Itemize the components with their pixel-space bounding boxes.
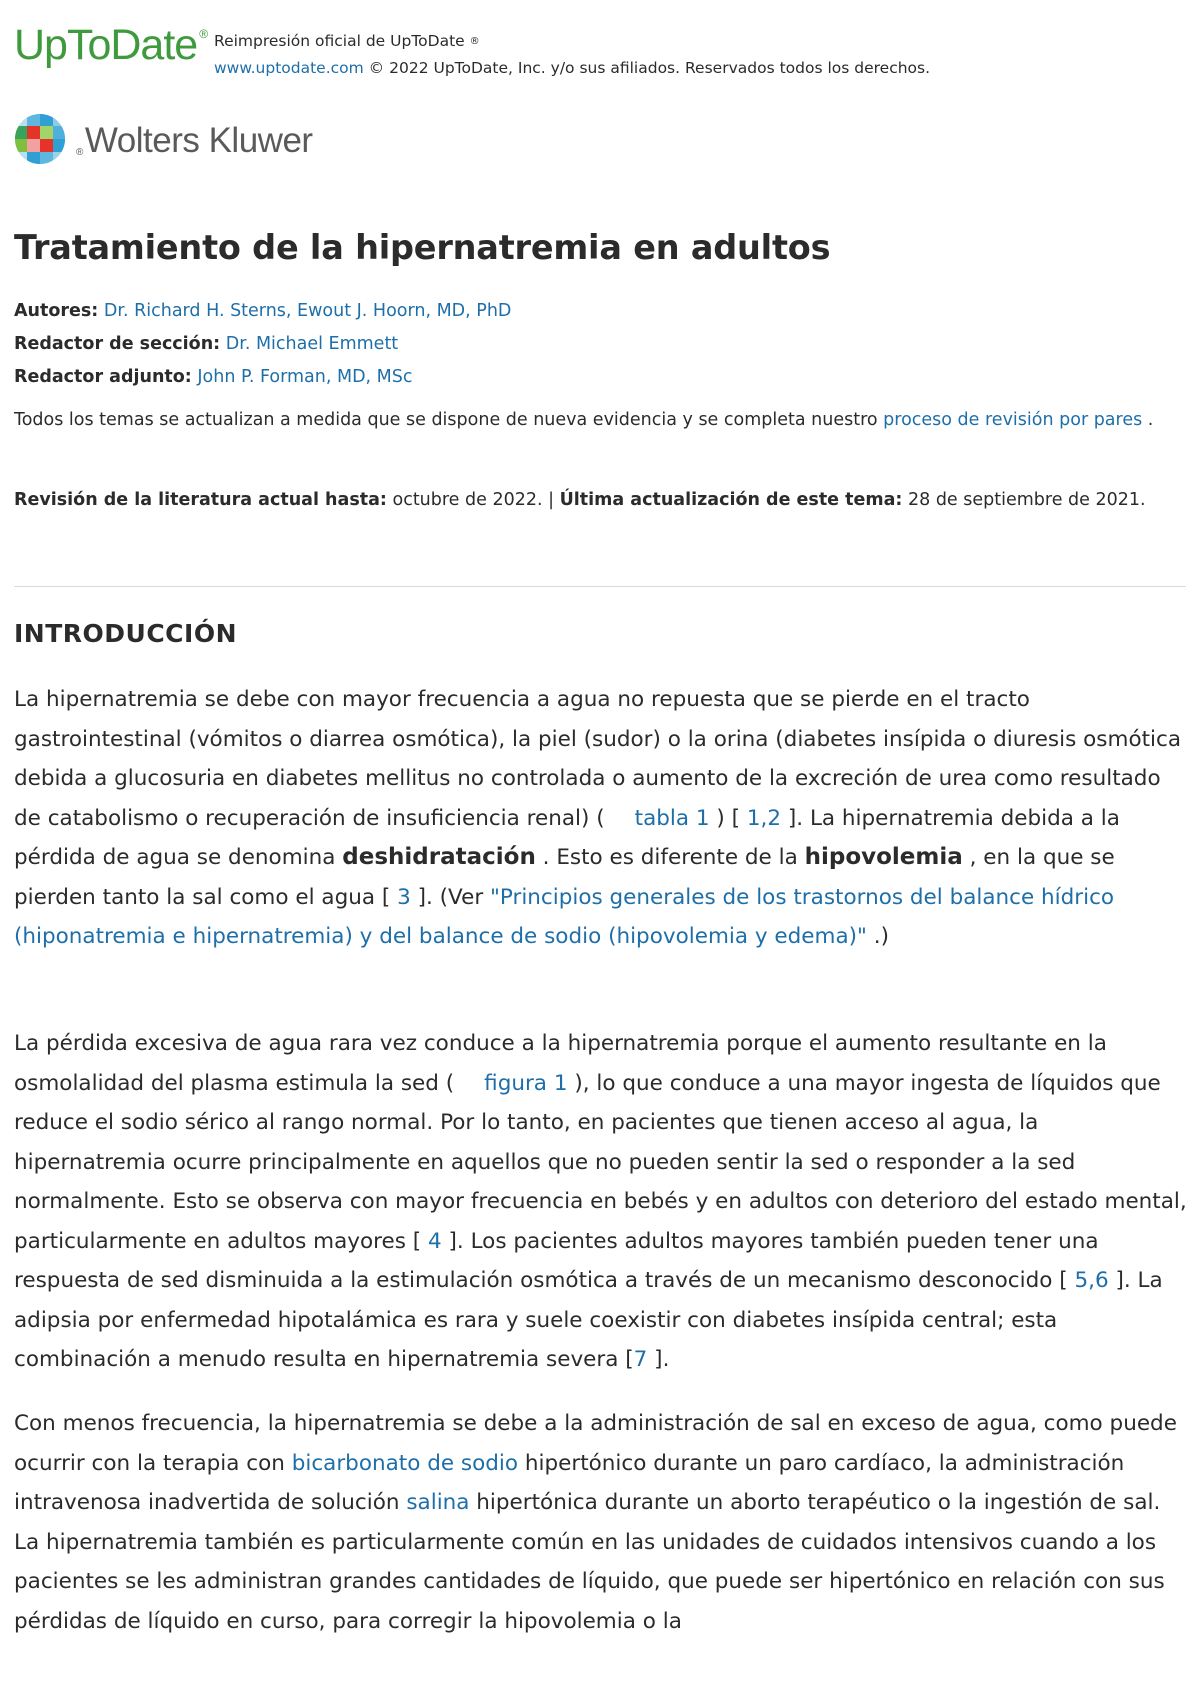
reprint-notice [214, 28, 930, 82]
wolters-kluwer-reg: ® [76, 147, 83, 158]
p1-text-2: ) [ [709, 805, 747, 831]
saline-link[interactable]: salina [406, 1490, 470, 1515]
uptodate-site-link[interactable]: www.uptodate.com [214, 59, 364, 77]
section-divider [14, 586, 1186, 587]
section-editor-link[interactable]: Dr. Michael Emmett [225, 334, 399, 354]
p1-text-1: La hipernatremia se debe con mayor frecuencia a agua no repuesta que se pierde en el tracto gastrointestinal (vómitos o diarrea osmótica), la piel (sudor) o la orina (diabetes insípida o diuresis osmótica debida a glucosuria en diabetes mellitus no controlada o aumento de la excreción de urea como resultado de catabolismo o recuperación de insuficiencia renal) ( [14, 687, 1181, 831]
wolters-kluwer-name: Wolters Kluwer [84, 121, 313, 160]
p1-text-5: , en la que se pierden tanto la sal como el agua [ [14, 845, 1115, 910]
p3-text-3: hipertónica durante un aborto terapéutico o la ingestión de sal. La hipernatremia también es particularmente común en las unidades de cuidados intensivos cuando a los pacientes se les administran grandes cantidades de líquido, que puede ser hipertónico en relación con sus pérdidas de líquido en curso, para corregir la hipovolemia o la [14, 1490, 1165, 1634]
p2-text-1: La pérdida excesiva de agua rara vez conduce a la hipernatremia porque el aumento resultante en la osmolalidad del plasma estimula la sed ( [14, 1031, 1107, 1096]
intro-paragraph-3 [14, 1404, 1192, 1641]
p2-text-3: ]. Los pacientes adultos mayores también pueden tener una respuesta de sed disminuida a la estimulación osmótica a través de un mecanismo desconocido [ [14, 1228, 1099, 1293]
uptodate-logo [14, 21, 208, 69]
last-update-value: 28 de septiembre de 2021. [902, 490, 1146, 510]
review-value: octubre de 2022. | [386, 490, 560, 510]
sodium-bicarbonate-link[interactable]: bicarbonato de sodio [291, 1450, 519, 1476]
intro-paragraph-1 [14, 680, 1192, 957]
article-credits [14, 295, 1184, 394]
reprint-label: Reimpresión oficial de UpToDate [214, 32, 465, 50]
reference-4-link[interactable]: 4 [428, 1228, 442, 1254]
copyright-text: © 2022 UpToDate, Inc. y/o sus afiliados. Reservados todos los derechos. [363, 59, 931, 77]
term-dehydration: deshidratación [342, 844, 536, 870]
intro-paragraph-2 [14, 1024, 1192, 1380]
section-editor-label: Redactor de sección: [14, 334, 221, 354]
p2-text-2: ), lo que conduce a una mayor ingesta de líquidos que reduce el sodio sérico al rango normal. Por lo tanto, en pacientes que tienen acceso al agua, la hipernatremia ocurre principalmente en aquellos que no pueden sentir la sed o responder a la sed normalmente. Esto se observa con mayor frecuencia en bebés y en adultos con deterioro del estado mental, particularmente en adultos mayores [ [14, 1070, 1187, 1254]
principles-topic-link[interactable]: "Principios generales de los trastornos del balance hídrico (hiponatremia e hipernatremia) y del balance de sodio (hipovolemia y edema)" [14, 884, 1115, 949]
deputy-editor-label: Redactor adjunto: [14, 367, 192, 387]
p1-text-6: ]. (Ver [410, 884, 490, 910]
update-note-end: . [1142, 410, 1154, 430]
uptodate-logo-text: UpToDate [14, 21, 198, 69]
p1-text-7: .) [866, 924, 889, 949]
wolters-kluwer-wordmark [76, 123, 313, 158]
p1-text-4: . Esto es diferente de la [535, 845, 805, 870]
deputy-editor-link[interactable]: John P. Forman, MD, MSc [197, 367, 413, 387]
p1-text-3: ]. La hipernatremia debida a la pérdida de agua se denomina [14, 805, 1120, 870]
p2-text-5: ]. [647, 1347, 670, 1372]
deputy-editor-row [14, 361, 1184, 394]
last-update-label: Última actualización de este tema: [559, 490, 903, 510]
table-1-link[interactable]: tabla 1 [634, 805, 710, 831]
wolters-kluwer-logo [14, 113, 334, 169]
section-editor-row [14, 328, 1184, 361]
review-label: Revisión de la literatura actual hasta: [14, 490, 387, 510]
figure-1-link[interactable]: figura 1 [484, 1070, 568, 1096]
page-header [14, 22, 1184, 82]
authors-link[interactable]: Dr. Richard H. Sterns, Ewout J. Hoorn, MD, PhD [103, 301, 512, 321]
reference-3-link[interactable]: 3 [397, 884, 411, 910]
update-note-text: Todos los temas se actualizan a medida que se dispone de nueva evidencia y se completa nuestro [14, 410, 884, 430]
p2-text-4: ]. La adipsia por enfermedad hipotalámica es rara y suele coexistir con diabetes insípida central; esta combinación a menudo resulta en hipernatremia severa [ [14, 1268, 1163, 1372]
review-dates [14, 484, 1179, 516]
update-note [14, 404, 1189, 436]
reference-5-6-link[interactable]: 5,6 [1074, 1268, 1109, 1293]
uptodate-logo-reg: ® [199, 27, 208, 41]
reference-7-link[interactable]: 7 [633, 1347, 648, 1372]
section-heading-introduction: INTRODUCCIÓN [14, 619, 238, 648]
authors-label: Autores: [14, 301, 99, 321]
authors-row [14, 295, 1184, 328]
page-title: Tratamiento de la hipernatremia en adultos [14, 228, 831, 267]
reference-1-2-link[interactable]: 1,2 [746, 805, 782, 831]
peer-review-link[interactable]: proceso de revisión por pares [883, 410, 1143, 430]
wolters-kluwer-mosaic-icon [14, 113, 66, 165]
p3-text-1: Con menos frecuencia, la hipernatremia se debe a la administración de sal en exceso de agua, como puede ocurrir con la terapia con [14, 1411, 1177, 1476]
reprint-reg: ® [469, 36, 480, 47]
p3-text-2: hipertónico durante un paro cardíaco, la administración intravenosa inadvertida de solución [14, 1450, 1125, 1515]
term-hypovolemia: hipovolemia [804, 844, 963, 870]
